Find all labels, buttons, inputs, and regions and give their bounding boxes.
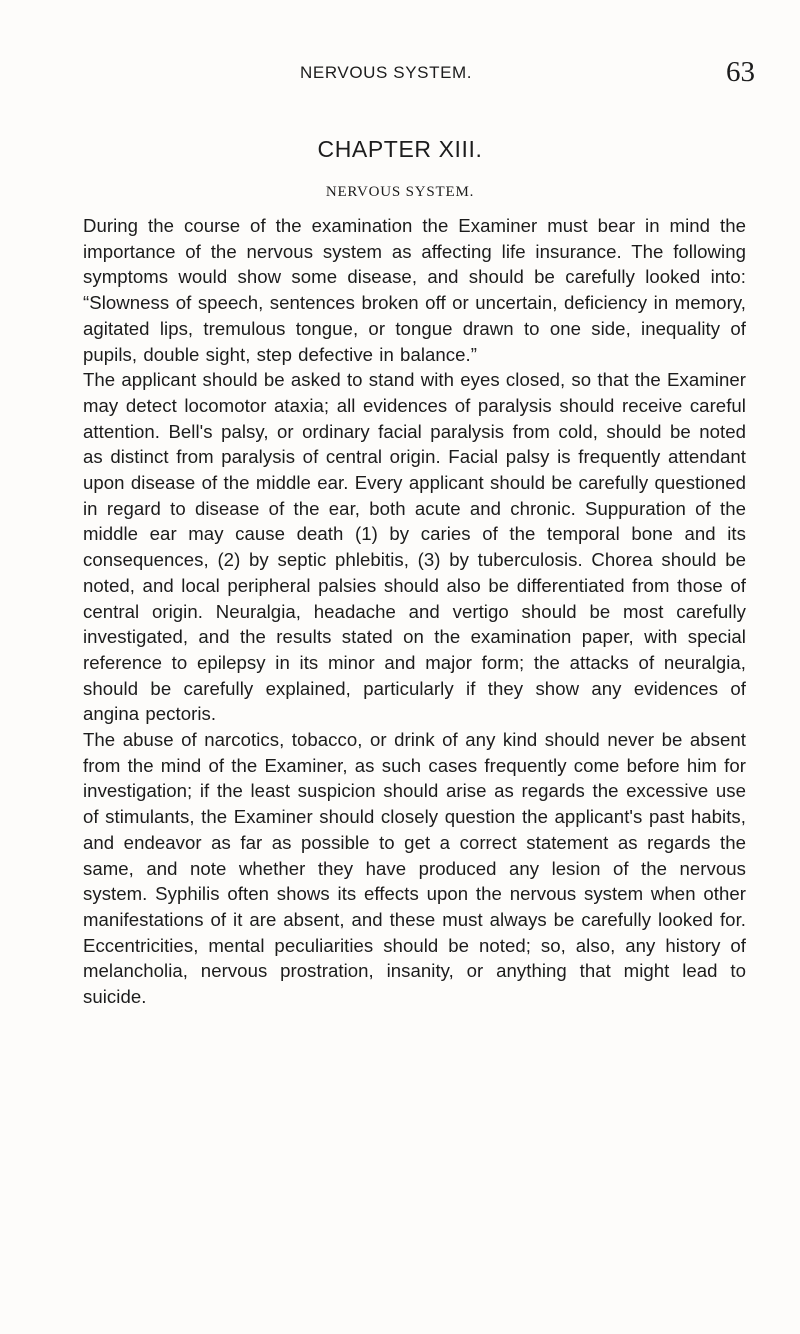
- section-title: NERVOUS SYSTEM.: [325, 184, 475, 200]
- paragraph: The applicant should be asked to stand with eyes closed, so that the Examiner may detect locomotor ataxia; all evidences of paralysis should receive careful attention. Bell's palsy, or ordinary facial paralysis from cold, should be noted as distinct from paralysis of central origin. Facial palsy is frequently attendant upon disease of the middle ear. Every applicant should be carefully questioned in regard to disease of the ear, both acute and chronic. Suppuration of the middle ear may cause death (1) by caries of the temporal bone and its consequences, (2) by septic phlebitis, (3) by tuberculosis. Chorea should be noted, and local peripheral palsies should also be differentiated from those of central origin. Neuralgia, headache and vertigo should be most carefully investigated, and the results stated on the examination paper, with special reference to epilepsy in its minor and major form; the attacks of neuralgia, should be carefully explained, particularly if they show any evidences of angina pectoris.: [83, 369, 746, 725]
- chapter-title: CHAPTER XIII.: [317, 136, 483, 162]
- page-number: 63: [726, 56, 755, 88]
- paragraph: The abuse of narcotics, tobacco, or drink of any kind should never be absent from the mind of the Examiner, as such cases frequently come before him for investigation; if the least suspicion should arise as regards the excessive use of stimulants, the Examiner should closely question the applicant's past habits, and endeavor as far as possible to get a correct statement as regards the same, and note whether they have produced any lesion of the nervous system. Syphilis often shows its effects upon the nervous system when other manifestations of it are absent, and these must always be carefully looked for. Eccentricities, mental peculiarities should be noted; so, also, any history of melancholia, nervous prostration, insanity, or anything that might lead to suicide.: [83, 729, 746, 1008]
- paragraph: During the course of the examination the Examiner must bear in mind the importance of the nervous system as affecting life insurance. The following symptoms would show some disease, and should be carefully looked into: “Slowness of speech, sentences broken off or uncertain, deficiency in memory, agitated lips, tremulous tongue, or tongue drawn to one side, inequality of pupils, double sight, step defective in balance.”: [83, 215, 746, 365]
- running-head: NERVOUS SYSTEM.: [300, 63, 473, 82]
- body-text: [83, 213, 746, 1010]
